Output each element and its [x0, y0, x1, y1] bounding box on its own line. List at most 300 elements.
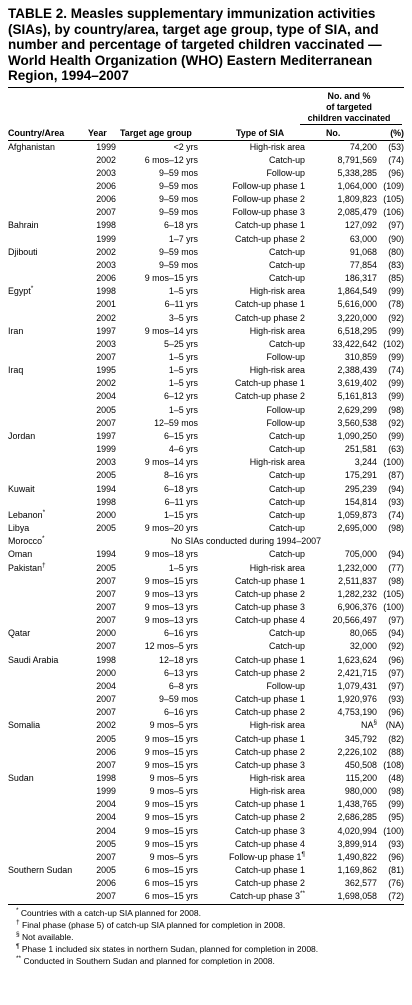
cell-type [198, 864, 305, 877]
table-row [8, 167, 404, 180]
cell-year [88, 496, 116, 509]
cell-country-text: Bahrain [8, 220, 39, 231]
cell-age-text: 12 mos–5 yrs [144, 641, 198, 652]
cell-percent-text: (99) [388, 391, 404, 402]
cell-year [88, 851, 116, 864]
cell-type [198, 627, 305, 640]
cell-number [305, 456, 377, 469]
cell-number-text: 295,239 [344, 483, 377, 494]
table-row [8, 154, 404, 167]
cell-age [116, 233, 198, 246]
cell-number-text: 6,906,376 [337, 601, 377, 612]
table-row [8, 259, 404, 272]
cell-type [198, 443, 305, 456]
cell-number-text: 2,421,715 [337, 667, 377, 678]
cell-number-text: 2,686,285 [337, 812, 377, 823]
cell-type [198, 522, 305, 535]
cell-age-text: 6–12 yrs [163, 391, 198, 402]
cell-number-text: 2,629,299 [337, 404, 377, 415]
cell-type-text: High-risk area [249, 786, 305, 797]
cell-age [116, 811, 198, 824]
cell-age [116, 719, 198, 732]
cell-age [116, 298, 198, 311]
cell-country [8, 430, 88, 443]
footnote [8, 931, 404, 943]
cell-year [88, 193, 116, 206]
cell-year [88, 483, 116, 496]
cell-percent-text: (98) [388, 404, 404, 415]
table-row [8, 338, 404, 351]
cell-percent [377, 430, 404, 443]
cell-year-text: 2002 [96, 378, 116, 389]
table-row [8, 443, 404, 456]
data-table [8, 141, 404, 904]
cell-type [198, 838, 305, 851]
cell-year-text: 1995 [96, 365, 116, 376]
table-row [8, 627, 404, 640]
cell-percent-text: (100) [383, 825, 404, 836]
cell-age-text: 1–5 yrs [168, 365, 198, 376]
table-row [8, 877, 404, 890]
cell-age [116, 890, 198, 903]
cell-number-text: 2,226,102 [337, 746, 377, 757]
cell-country [8, 404, 88, 417]
cell-year [88, 390, 116, 403]
cell-age-text: 6–11 yrs [164, 299, 198, 310]
cell-age [116, 364, 198, 377]
table-row [8, 772, 404, 785]
cell-number [305, 206, 377, 219]
cell-type [198, 141, 305, 154]
cell-number-text: 2,695,000 [337, 523, 377, 534]
cell-age [116, 206, 198, 219]
cell-number [305, 785, 377, 798]
cell-percent-text: (53) [388, 141, 404, 152]
footnote [8, 943, 404, 955]
cell-year [88, 785, 116, 798]
cell-country [8, 654, 88, 667]
cell-percent-text: (72) [388, 891, 404, 902]
cell-type-text: Catch-up phase 4 [234, 615, 305, 626]
cell-type [198, 785, 305, 798]
cell-age-text: 6–15 yrs [163, 430, 198, 441]
cell-percent [377, 259, 404, 272]
table-row [8, 456, 404, 469]
cell-age [116, 193, 198, 206]
table-row [8, 206, 404, 219]
cell-age-text: 9–59 mos [159, 246, 198, 257]
table-row [8, 864, 404, 877]
cell-year-text: 2004 [96, 812, 116, 823]
cell-year-text: 2006 [96, 878, 116, 889]
table-row [8, 377, 404, 390]
cell-year-text: 2007 [96, 759, 116, 770]
cell-percent [377, 640, 404, 653]
cell-year [88, 364, 116, 377]
cell-country [8, 680, 88, 693]
cell-country [8, 325, 88, 338]
cell-number-text: 20,566,497 [332, 615, 377, 626]
cell-type-text: Follow-up [266, 404, 305, 415]
cell-age-text: 9 mos–5 yrs [149, 786, 198, 797]
table-row [8, 825, 404, 838]
cell-country-text: Somalia [8, 720, 41, 731]
col-header-age: Target age group [120, 127, 192, 138]
table-row [8, 219, 404, 232]
cell-number-text: 1,438,765 [337, 799, 377, 810]
cell-year [88, 443, 116, 456]
cell-country [8, 825, 88, 838]
table-row [8, 575, 404, 588]
cell-age-text: 9 mos–5 yrs [149, 851, 198, 862]
cell-age-text: 9 mos–13 yrs [144, 601, 198, 612]
cell-percent-text: (74) [388, 365, 404, 376]
cell-type-text: Catch-up [268, 430, 305, 441]
cell-year [88, 654, 116, 667]
table-body [8, 141, 404, 904]
cell-percent [377, 614, 404, 627]
cell-age [116, 706, 198, 719]
cell-age [116, 154, 198, 167]
cell-age-text: 6 mos–15 yrs [144, 891, 198, 902]
cell-number [305, 509, 377, 522]
cell-year-text: 1998 [96, 220, 116, 231]
cell-type-text: Catch-up [268, 628, 305, 639]
cell-year [88, 601, 116, 614]
cell-year [88, 154, 116, 167]
cell-number-text: 5,338,285 [337, 167, 377, 178]
cell-year [88, 627, 116, 640]
cell-number [305, 167, 377, 180]
cell-percent-text: (99) [388, 286, 404, 297]
cell-number [305, 193, 377, 206]
cell-type-text: Catch-up phase 2 [234, 707, 305, 718]
cell-number-text: 1,809,823 [337, 194, 377, 205]
cell-type-text: Follow-up [266, 680, 305, 691]
table-row [8, 404, 404, 417]
cell-percent-text: (99) [388, 430, 404, 441]
cell-percent [377, 496, 404, 509]
cell-age [116, 640, 198, 653]
cell-age [116, 404, 198, 417]
table-row [8, 298, 404, 311]
group-header-rule [300, 124, 402, 125]
cell-percent-text: (97) [388, 667, 404, 678]
footnote-text: Final phase (phase 5) of catch-up SIA planned for completion in 2008. [22, 919, 286, 930]
cell-age [116, 864, 198, 877]
cell-type [198, 219, 305, 232]
cell-year-text: 2000 [96, 667, 116, 678]
cell-number [305, 404, 377, 417]
cell-country [8, 851, 88, 864]
cell-type-text: High-risk area [249, 365, 305, 376]
footnote-marker: * [16, 906, 19, 914]
cell-year-text: 2005 [96, 562, 116, 573]
cell-year-text: 2003 [96, 457, 116, 468]
cell-type [198, 246, 305, 259]
cell-year-text: 2002 [96, 720, 116, 731]
cell-year [88, 667, 116, 680]
footnote-marker: † [16, 918, 20, 926]
cell-country [8, 640, 88, 653]
cell-percent-text: (81) [388, 865, 404, 876]
cell-number-text: 1,079,431 [337, 680, 377, 691]
cell-number-text: 33,422,642 [332, 338, 377, 349]
cell-number [305, 759, 377, 772]
cell-percent [377, 825, 404, 838]
cell-number [305, 430, 377, 443]
cell-percent-text: (98) [388, 575, 404, 586]
cell-age-text: 9 mos–15 yrs [144, 746, 198, 757]
table-row [8, 180, 404, 193]
cell-age-text: 9 mos–15 yrs [144, 733, 198, 744]
cell-type-text: Follow-up [266, 167, 305, 178]
cell-percent [377, 890, 404, 903]
cell-age-text: 12–59 mos [154, 417, 198, 428]
cell-year [88, 285, 116, 298]
footnote-marker: * [42, 508, 46, 516]
cell-number-text: 77,854 [349, 259, 377, 270]
table-row [8, 522, 404, 535]
table-row [8, 417, 404, 430]
cell-percent-text: (NA) [385, 720, 404, 731]
col-header-country: Country/Area [8, 127, 65, 138]
footnote-marker: ** [299, 890, 305, 898]
cell-percent [377, 562, 404, 575]
group-header-line3: children vaccinated [307, 112, 391, 123]
cell-number [305, 272, 377, 285]
cell-age-text: 1–15 yrs [163, 509, 198, 520]
footnote-marker: ¶ [301, 850, 305, 858]
cell-number [305, 798, 377, 811]
cell-year-text: 2005 [96, 733, 116, 744]
cell-number-text: 3,220,000 [337, 312, 377, 323]
cell-year [88, 575, 116, 588]
cell-country [8, 693, 88, 706]
cell-year-text: 1998 [96, 496, 116, 507]
cell-type [198, 890, 305, 903]
cell-number [305, 417, 377, 430]
cell-number [305, 496, 377, 509]
cell-age [116, 667, 198, 680]
table-row [8, 798, 404, 811]
cell-percent-text: (87) [388, 470, 404, 481]
cell-age-text: 6 mos–15 yrs [144, 865, 198, 876]
cell-country [8, 483, 88, 496]
cell-age-text: 9 mos–5 yrs [149, 720, 198, 731]
cell-age [116, 509, 198, 522]
cell-country [8, 772, 88, 785]
cell-number-text: 80,065 [349, 628, 377, 639]
cell-type-text: Catch-up phase 1 [234, 220, 305, 231]
cell-number [305, 588, 377, 601]
cell-percent [377, 298, 404, 311]
cell-age-text: <2 yrs [173, 141, 198, 152]
cell-percent [377, 548, 404, 561]
cell-age [116, 627, 198, 640]
cell-country [8, 246, 88, 259]
cell-percent [377, 772, 404, 785]
cell-type [198, 772, 305, 785]
cell-percent-text: (99) [388, 352, 404, 362]
cell-country-text: Libya [8, 523, 30, 534]
cell-percent [377, 693, 404, 706]
cell-age-text: 9–59 mos [159, 694, 198, 705]
cell-country [8, 877, 88, 890]
cell-age [116, 390, 198, 403]
cell-type-text: Catch-up [268, 470, 305, 481]
cell-country [8, 285, 88, 298]
cell-percent-text: (99) [388, 799, 404, 810]
cell-country-text: Sudan [8, 773, 34, 783]
table-row [8, 312, 404, 325]
cell-year-text: 2004 [96, 799, 116, 810]
table-row [8, 469, 404, 482]
cell-age-text: 4–6 yrs [168, 444, 198, 455]
cell-type-text: Catch-up phase 4 [234, 838, 305, 849]
cell-year-text: 2005 [96, 404, 116, 415]
cell-country [8, 601, 88, 614]
cell-number [305, 864, 377, 877]
cell-year-text: 2007 [96, 588, 116, 599]
cell-number [305, 312, 377, 325]
cell-year [88, 351, 116, 364]
cell-year-text: 2007 [96, 352, 116, 362]
cell-country [8, 456, 88, 469]
cell-year-text: 2003 [96, 167, 116, 178]
cell-number-text: 5,616,000 [337, 299, 377, 310]
cell-year [88, 680, 116, 693]
cell-percent-text: (97) [388, 615, 404, 626]
cell-country [8, 575, 88, 588]
cell-country [8, 351, 88, 364]
table-row [8, 351, 404, 364]
cell-number-text: 63,000 [349, 233, 377, 244]
cell-number-text: 1,282,232 [337, 588, 377, 599]
cell-percent-text: (93) [388, 496, 404, 507]
cell-percent [377, 588, 404, 601]
cell-percent-text: (100) [383, 601, 404, 612]
cell-number [305, 680, 377, 693]
cell-year-text: 1998 [96, 286, 116, 297]
cell-number [305, 141, 377, 154]
footnote-marker: ** [16, 954, 22, 962]
cell-year [88, 864, 116, 877]
cell-country [8, 627, 88, 640]
cell-country [8, 785, 88, 798]
cell-number-text: 175,291 [344, 470, 377, 481]
cell-age-text: 12–18 yrs [159, 654, 198, 665]
cell-age-text: 9 mos–14 yrs [144, 325, 198, 336]
table-row [8, 233, 404, 246]
cell-percent-text: (100) [383, 457, 404, 468]
cell-type [198, 851, 305, 864]
cell-country [8, 890, 88, 903]
table-row [8, 890, 404, 903]
cell-type-text: Catch-up [268, 444, 305, 455]
cell-type [198, 364, 305, 377]
cell-number [305, 706, 377, 719]
cell-type-text: Catch-up [268, 246, 305, 257]
cell-percent-text: (82) [388, 733, 404, 744]
cell-country [8, 141, 88, 154]
cell-percent [377, 785, 404, 798]
cell-country-text: Iran [8, 325, 24, 336]
cell-year [88, 259, 116, 272]
table-header [8, 88, 404, 140]
table-row [8, 272, 404, 285]
footnote [8, 907, 404, 919]
col-header-no: No. [326, 127, 341, 138]
cell-year-text: 2006 [96, 273, 116, 284]
cell-year [88, 219, 116, 232]
cell-year [88, 298, 116, 311]
cell-age [116, 746, 198, 759]
cell-type [198, 811, 305, 824]
cell-percent [377, 417, 404, 430]
cell-type [198, 351, 305, 364]
cell-country-text: Qatar [8, 628, 31, 639]
cell-number-text: 1,059,873 [337, 509, 377, 520]
cell-number [305, 746, 377, 759]
cell-country-text: Lebanon [8, 509, 43, 520]
cell-country [8, 377, 88, 390]
cell-percent [377, 667, 404, 680]
cell-country-text: Saudi Arabia [8, 654, 59, 665]
footnote-marker: § [16, 930, 20, 938]
cell-type-text: Catch-up phase 3 [234, 759, 305, 770]
cell-year-text: 2000 [96, 628, 116, 639]
cell-year-text: 2007 [96, 694, 116, 705]
cell-year-text: 1999 [96, 233, 116, 244]
cell-type-text: Catch-up phase 2 [234, 878, 305, 889]
footnotes [8, 907, 404, 967]
cell-percent [377, 627, 404, 640]
cell-age [116, 838, 198, 851]
cell-country [8, 588, 88, 601]
cell-year [88, 640, 116, 653]
cell-country [8, 298, 88, 311]
cell-type-text: Catch-up [268, 523, 305, 534]
bottom-rule [8, 904, 404, 905]
cell-year-text: 2007 [96, 641, 116, 652]
cell-type [198, 325, 305, 338]
cell-number-text: 186,317 [344, 273, 377, 284]
footnote-text: Conducted in Southern Sudan and planned for completion in 2008. [23, 955, 275, 966]
cell-number [305, 548, 377, 561]
table-row [8, 680, 404, 693]
cell-year [88, 733, 116, 746]
cell-country [8, 562, 88, 575]
cell-age-text: 9 mos–14 yrs [144, 457, 198, 468]
cell-percent [377, 798, 404, 811]
cell-year-text: 2007 [96, 891, 116, 902]
cell-type [198, 575, 305, 588]
cell-age-text: 6–8 yrs [168, 680, 198, 691]
group-header-line2: of targeted [326, 101, 372, 112]
cell-number-text: 980,000 [344, 786, 377, 797]
cell-age [116, 430, 198, 443]
cell-percent [377, 167, 404, 180]
cell-number-text: 32,000 [349, 641, 377, 652]
cell-age-text: 9 mos–15 yrs [144, 575, 198, 586]
cell-percent [377, 654, 404, 667]
cell-age-text: 9 mos–15 yrs [144, 838, 198, 849]
cell-age [116, 522, 198, 535]
cell-type [198, 390, 305, 403]
cell-age [116, 246, 198, 259]
cell-year-text: 1998 [96, 773, 116, 783]
